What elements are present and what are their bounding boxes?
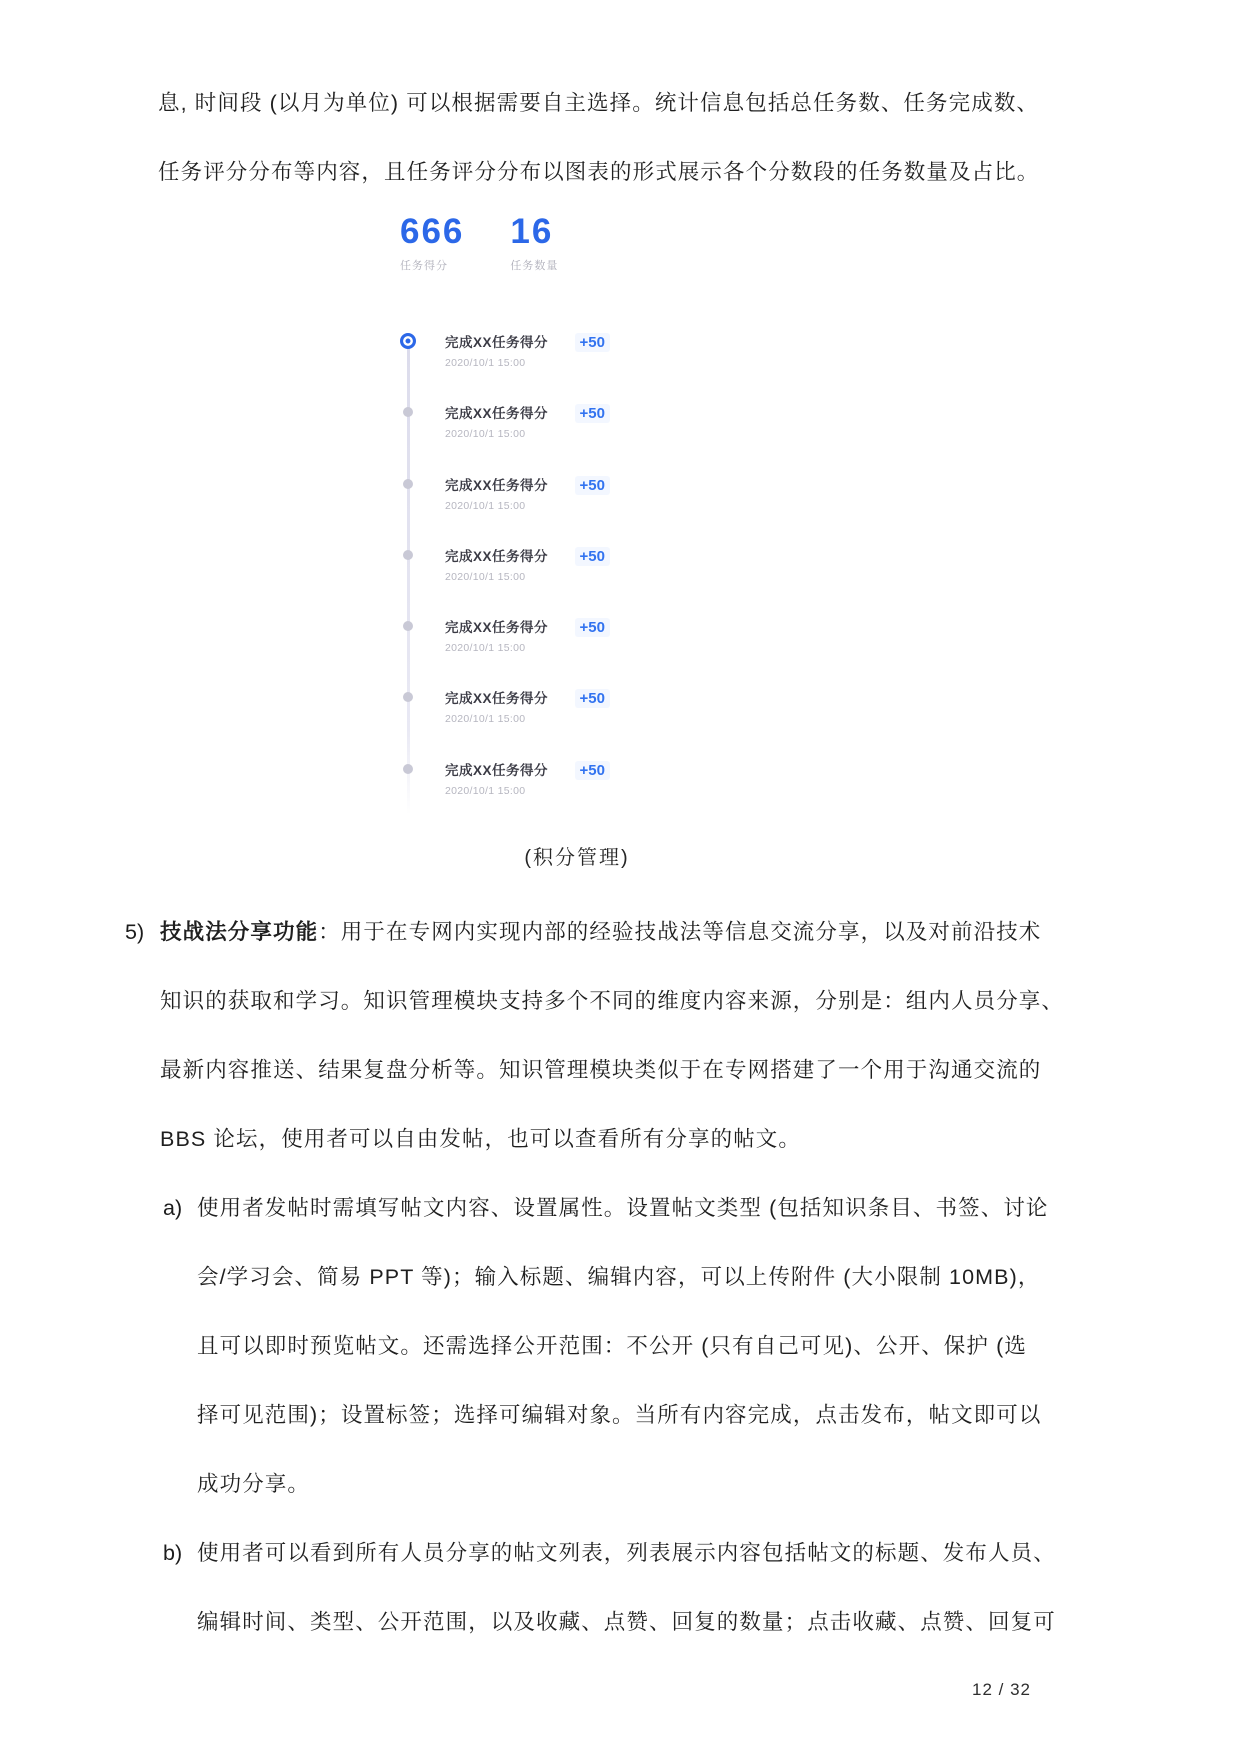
timeline-dot-icon [403,764,413,774]
stat-task-score [400,212,464,273]
timeline-item-date: 2020/10/1 15:00 [445,784,526,797]
timeline-item [400,325,612,396]
paragraph-line: 任务评分分布等内容，且任务评分分布以图表的形式展示各个分数段的任务数量及占比。 [158,160,1040,184]
list-marker: b) [163,1541,183,1565]
timeline-item-score: +50 [575,404,610,423]
points-stats [400,212,612,273]
list-marker: 5) [125,920,145,944]
timeline-item-score: +50 [575,476,610,495]
list-item-5 [0,898,1240,1174]
document-body [0,898,1240,1657]
timeline-item-title: 完成XX任务得分 [445,548,549,564]
timeline-item-score: +50 [575,689,610,708]
paragraph-line: 且可以即时预览帖文。还需选择公开范围：不公开 (只有自己可见)、公开、保护 (选 [197,1334,1027,1358]
paragraph-line: 择可见范围)；设置标签；选择可编辑对象。当所有内容完成，点击发布，帖文即可以 [197,1403,1042,1427]
intro-paragraph [158,69,1039,207]
timeline-item-title: 完成XX任务得分 [445,477,549,493]
timeline-dot-active-icon [400,333,416,349]
timeline-item-score: +50 [575,618,610,637]
figure-caption: (积分管理) [524,847,630,869]
timeline-item [400,396,612,467]
paragraph-line: 息, 时间段 (以月为单位) 可以根据需要自主选择。统计信息包括总任务数、任务完成数、 [158,91,1040,115]
stat-label: 任务得分 [400,260,448,272]
paragraph-line: 编辑时间、类型、公开范围，以及收藏、点赞、回复的数量；点击收藏、点赞、回复可 [197,1610,1056,1634]
list-item-a [0,1174,1240,1519]
stat-task-count [510,212,558,273]
stat-value: 666 [400,212,465,251]
points-management-screenshot [400,212,612,797]
paragraph-line: 知识的获取和学习。知识管理模块支持多个不同的维度内容来源，分别是：组内人员分享、 [160,989,1065,1013]
timeline-item-date: 2020/10/1 15:00 [445,642,526,655]
timeline-item-title: 完成XX任务得分 [445,691,549,707]
paragraph-text: ：用于在专网内实现内部的经验技战法等信息交流分享，以及对前沿技术 [318,920,1042,944]
timeline-item-date: 2020/10/1 15:00 [445,357,526,369]
timeline-item-title: 完成XX任务得分 [445,406,549,422]
timeline-dot-icon [403,550,413,560]
stat-label: 任务数量 [510,260,559,272]
list-marker: a) [163,1196,183,1220]
timeline-item [400,468,612,539]
timeline-item [400,753,612,824]
timeline-dot-icon [403,479,413,489]
list-item-b [0,1519,1240,1657]
timeline-item-title: 完成XX任务得分 [445,335,549,350]
section-heading: 技战法分享功能 [160,920,319,944]
stat-value: 16 [510,212,554,251]
paragraph-line: 最新内容推送、结果复盘分析等。知识管理模块类似于在专网搭建了一个用于沟通交流的 [160,1058,1042,1082]
timeline-item-score: +50 [575,333,610,352]
timeline-dot-icon [403,621,413,631]
timeline-item-date: 2020/10/1 15:00 [445,428,526,441]
timeline-item-date: 2020/10/1 15:00 [445,499,526,512]
timeline-item [400,539,612,610]
timeline-dot-icon [403,692,413,702]
paragraph-line: 会/学习会、简易 PPT 等)；输入标题、编辑内容，可以上传附件 (大小限制 10MB)， [197,1265,1041,1289]
timeline-item [400,610,612,681]
paragraph-line: 使用者发帖时需填写帖文内容、设置属性。设置帖文类型 (包括知识条目、书签、讨论 [197,1196,1049,1220]
timeline-item-date: 2020/10/1 15:00 [445,713,526,726]
timeline-item-title: 完成XX任务得分 [445,620,549,636]
timeline-item-date: 2020/10/1 15:00 [445,570,526,583]
timeline-dot-icon [403,407,413,417]
timeline-item-score: +50 [575,761,610,780]
timeline-item-score: +50 [575,547,610,566]
paragraph-line [160,898,1240,967]
paragraph-line: 成功分享。 [197,1472,311,1496]
timeline-item [400,681,612,752]
timeline-item-title: 完成XX任务得分 [445,762,549,778]
points-timeline [400,325,612,824]
paragraph-line: BBS 论坛，使用者可以自由发帖，也可以查看所有分享的帖文。 [160,1127,801,1151]
page-number: 12 / 32 [972,1680,1031,1699]
paragraph-line: 使用者可以看到所有人员分享的帖文列表，列表展示内容包括帖文的标题、发布人员、 [197,1541,1056,1565]
